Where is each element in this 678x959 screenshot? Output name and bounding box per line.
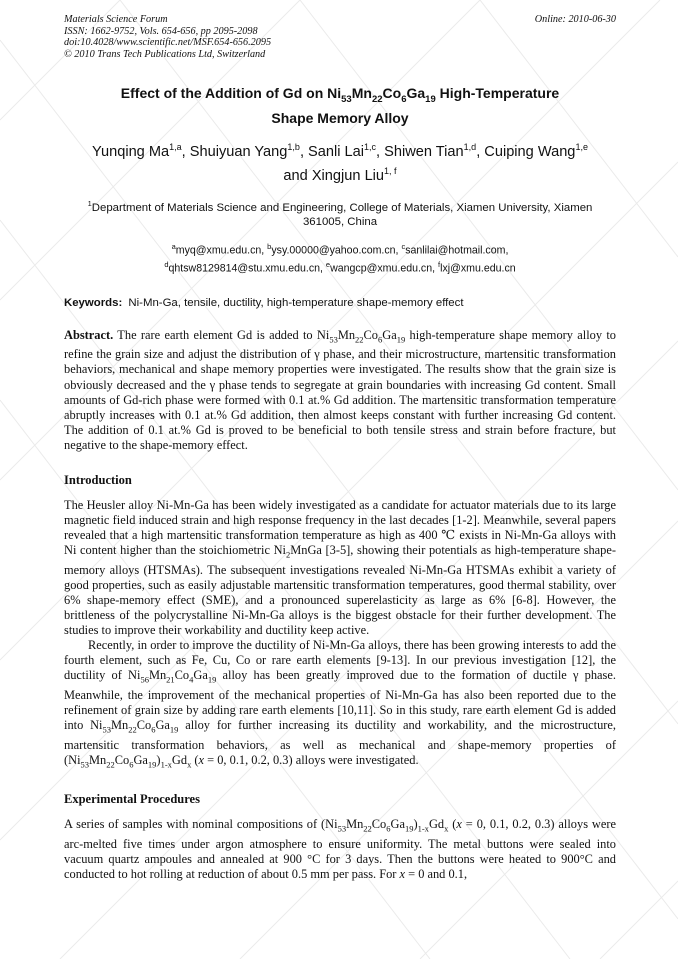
copyright-line: © 2010 Trans Tech Publications Ltd, Switzerland xyxy=(64,48,266,60)
experimental-paragraph-1 xyxy=(64,817,616,882)
body-text: ) xyxy=(413,817,418,832)
keywords-text: Ni-Mn-Ga, tensile, ductility, high-temperature shape-memory effect xyxy=(128,296,464,309)
author-affiliation-marker: 1,a xyxy=(169,142,182,153)
email-address: sanlilai@hotmail.com, xyxy=(405,244,509,257)
variable: x xyxy=(456,817,462,832)
author-name: Shuiyuan Yang xyxy=(189,144,288,161)
author-name: Cuiping Wang xyxy=(484,144,576,161)
subscript: 6 xyxy=(378,334,383,345)
element-symbol: Co xyxy=(174,668,190,683)
title-text: Mn xyxy=(351,85,372,102)
element-symbol: Co xyxy=(363,327,378,342)
title-text: Shape Memory Alloy xyxy=(271,110,409,127)
section-heading-introduction: Introduction xyxy=(64,472,132,487)
element-symbol: Mn xyxy=(111,718,129,733)
title-text: Effect of the Addition of Gd on Ni xyxy=(120,85,342,102)
body-text: ) xyxy=(156,752,161,767)
author-separator: , xyxy=(476,144,485,161)
variable: x xyxy=(399,867,406,882)
element-symbol: Gd xyxy=(428,817,445,832)
element-symbol: Ga xyxy=(133,752,148,767)
element-symbol: Mn xyxy=(337,327,356,342)
author-affiliation-marker: 1, f xyxy=(384,166,397,177)
paper-page xyxy=(64,14,616,882)
subscript: 6 xyxy=(386,823,391,834)
author xyxy=(484,144,588,160)
subscript: 19 xyxy=(207,674,217,685)
author-name: Yunqing Ma xyxy=(92,144,170,161)
author xyxy=(308,144,376,160)
author-separator: , xyxy=(299,144,309,161)
element-symbol: Ga xyxy=(193,668,208,683)
title-subscript: 6 xyxy=(401,94,407,106)
abstract-text: The rare earth element Gd is added to Ni xyxy=(113,327,330,342)
journal-name: Materials Science Forum xyxy=(64,14,168,25)
author-name: Xingjun Liu xyxy=(311,167,385,184)
author-affiliation-marker: 1,d xyxy=(463,142,477,153)
title-text: Co xyxy=(382,85,402,102)
subscript: 6 xyxy=(129,759,134,770)
doi-line: doi:10.4028/www.scientific.net/MSF.654-656.2095 xyxy=(64,37,272,49)
author-affiliation-marker: 1,c xyxy=(364,142,377,153)
element-symbol: Ga xyxy=(390,817,405,832)
subscript: 19 xyxy=(396,334,406,345)
author-separator: , xyxy=(181,144,190,161)
author-name: Sanli Lai xyxy=(308,144,365,161)
author-separator: , xyxy=(376,144,385,161)
subscript: 53 xyxy=(337,823,347,834)
element-symbol: Ga xyxy=(155,718,170,733)
keywords xyxy=(64,297,616,309)
body-text: alloy for further increasing its ductility and workability, and the microstructure, martensitic transformation behaviors, as well as mechanical and shape-memory properties of (Ni xyxy=(64,718,616,767)
body-text: The Heusler alloy Ni-Mn-Ga has been widely investigated as a candidate for actuator materials due to its large magnetic field induced strain and high response frequency in the last decades [1-2]. Meanwhile, several papers revealed that a high martensitic transformation temperature as high as 400 ℃ exists in Ni-Mn-Ga alloys with Ni content higher than the stoichiometric Ni xyxy=(64,497,616,558)
subscript: 53 xyxy=(329,334,338,345)
publication-info xyxy=(64,14,271,60)
subscript: 53 xyxy=(80,759,90,770)
element-symbol: Co xyxy=(136,718,152,733)
subscript: x xyxy=(187,759,192,770)
paper-title xyxy=(64,84,616,127)
abstract-text: high-temperature shape memory alloy to refine the grain size and adjust the distribution of γ phase, and their microstructure, martensitic transformation behaviors, mechanical and shape memory properties were investigated. The results show that the grain size is obviously decreased and the γ phase tends to segregate at grain boundaries with increasing Gd content. Small amounts of Gd-rich phase were formed with 0.1 at.% Gd addition. The martensitic transformation temperature abruptly increases with 0.1 at.% Gd addition, then almost keeps constant with further increasing Gd content. The addition of 0.1 at.% Gd is proved to be beneficial to both tensile stress and strain before fracture, but negative to the shape-memory effect. xyxy=(64,327,616,452)
title-text: Ga xyxy=(406,85,426,102)
affiliation xyxy=(64,197,616,230)
element-symbol: Mn xyxy=(148,668,167,683)
abstract-paragraph xyxy=(64,328,616,453)
author xyxy=(312,168,397,184)
title-subscript: 19 xyxy=(425,94,436,106)
body-text: alloy has been greatly improved due to the formation of ductile γ phase. Meanwhile, the improvement of the mechanical properties of Ni-Mn-Ga has also been reported due to the refinement of grain size by adding rare earth elements [10,11]. So in this study, rare earth element Gd is added into Ni xyxy=(64,668,616,733)
body-text: ( xyxy=(448,817,457,832)
body-text: Recently, in order to improve the ductility of Ni-Mn-Ga alloys, there has been growing interests to add the fourth element, such as Fe, Cu, Co or rare earth elements [9-13]. In our previous investigation [12], the ductility of Ni xyxy=(64,638,616,683)
author-affiliation-marker: 1,b xyxy=(287,142,300,153)
body-text: = 0, 0.1, 0.2, 0.3) alloys were arc-melted five times under argon atmosphere to ensure uniformity. The metal buttons were sealed into vacuum quartz ampoules and annealed at 900 °C for 3 days. Then the buttons were heated to 900°C and conducted to hot rolling at reduction of about 0.5 mm per pass. For xyxy=(64,817,616,882)
body-text: ( xyxy=(191,752,199,767)
element-symbol: Mn xyxy=(346,817,364,832)
affiliation-text: Department of Materials Science and Engineering, College of Materials, Xiamen University, Xiamen xyxy=(91,201,593,214)
subscript: 56 xyxy=(140,674,149,685)
variable: x xyxy=(198,752,205,767)
body-text: A series of samples with nominal compositions of (Ni xyxy=(64,817,338,832)
subscript: 22 xyxy=(363,823,372,834)
email-address: wangcp@xmu.edu.cn, xyxy=(330,262,439,275)
author xyxy=(92,144,182,160)
subscript: 22 xyxy=(128,724,137,735)
introduction-paragraph-1 xyxy=(64,498,616,638)
introduction-paragraph-2 xyxy=(64,638,616,772)
subscript: 19 xyxy=(404,823,414,834)
body-text: = 0 and 0.1, xyxy=(405,867,468,882)
body-text: = 0, 0.1, 0.2, 0.3) alloys were investigated. xyxy=(204,752,419,767)
abstract-label: Abstract. xyxy=(64,327,114,342)
email-marker: a xyxy=(171,241,176,251)
email-address: qhtsw8129814@stu.xmu.edu.cn, xyxy=(168,262,326,275)
online-date: Online: 2010-06-30 xyxy=(534,14,616,25)
issn-line: ISSN: 1662-9752, Vols. 654-656, pp 2095-2098 xyxy=(64,25,258,37)
author-name: Shiwen Tian xyxy=(384,144,464,161)
email-address: lxj@xmu.edu.cn xyxy=(440,262,516,275)
subscript: 4 xyxy=(189,674,194,685)
subscript: 19 xyxy=(147,759,157,770)
author-list xyxy=(64,138,616,186)
keywords-label: Keywords: xyxy=(64,296,123,309)
subscript: 1-x xyxy=(160,759,172,770)
email-marker: c xyxy=(401,241,406,251)
subscript: 53 xyxy=(102,724,111,735)
author-emails xyxy=(64,240,616,276)
element-symbol: Mn xyxy=(89,752,107,767)
section-heading-experimental: Experimental Procedures xyxy=(64,792,200,807)
author xyxy=(384,144,476,160)
email-marker: f xyxy=(438,259,441,269)
subscript: 21 xyxy=(166,674,175,685)
title-text: High-Temperature xyxy=(435,85,560,102)
title-subscript: 22 xyxy=(371,94,383,106)
subscript: x xyxy=(444,823,449,834)
email-address: myq@xmu.edu.cn, xyxy=(175,244,268,257)
subscript: 22 xyxy=(355,334,364,345)
affiliation-marker: 1 xyxy=(87,198,92,208)
email-marker: e xyxy=(325,259,331,269)
body-text: MnGa [3-5], showing their potentials as high-temperature shape-memory alloys (HTSMAs). The subsequent investigations revealed Ni-Mn-Ga HTSMAs exhibit a variety of good properties, such as easily adjustable martensitic transformation temperatures, good thermal stability, over 6% shape-memory effect (SME), and a pronounced superelasticity as large as 6% [6-8]. However, the brittleness of the polycrystalline Ni-Mn-Ga alloys is the biggest obstacle for their further development. The studies to improve their workability and ductility keep active. xyxy=(64,543,616,638)
subscript: 22 xyxy=(106,759,115,770)
email-marker: b xyxy=(267,241,272,251)
subscript: 1-x xyxy=(417,823,429,834)
email-marker: d xyxy=(164,259,169,269)
subscript: 6 xyxy=(151,724,156,735)
journal-header xyxy=(64,14,616,60)
subscript: 2 xyxy=(286,549,291,560)
title-subscript: 53 xyxy=(341,94,352,106)
affiliation-text: 361005, China xyxy=(302,216,378,229)
author-affiliation-marker: 1,e xyxy=(575,142,588,153)
element-symbol: Gd xyxy=(171,752,188,767)
author xyxy=(190,144,300,160)
subscript: 19 xyxy=(169,724,179,735)
element-symbol: Ga xyxy=(382,327,397,342)
email-address: ysy.00000@yahoo.com.cn, xyxy=(271,244,402,257)
element-symbol: Co xyxy=(371,817,387,832)
author-conjunction: and xyxy=(283,167,312,184)
element-symbol: Co xyxy=(114,752,130,767)
